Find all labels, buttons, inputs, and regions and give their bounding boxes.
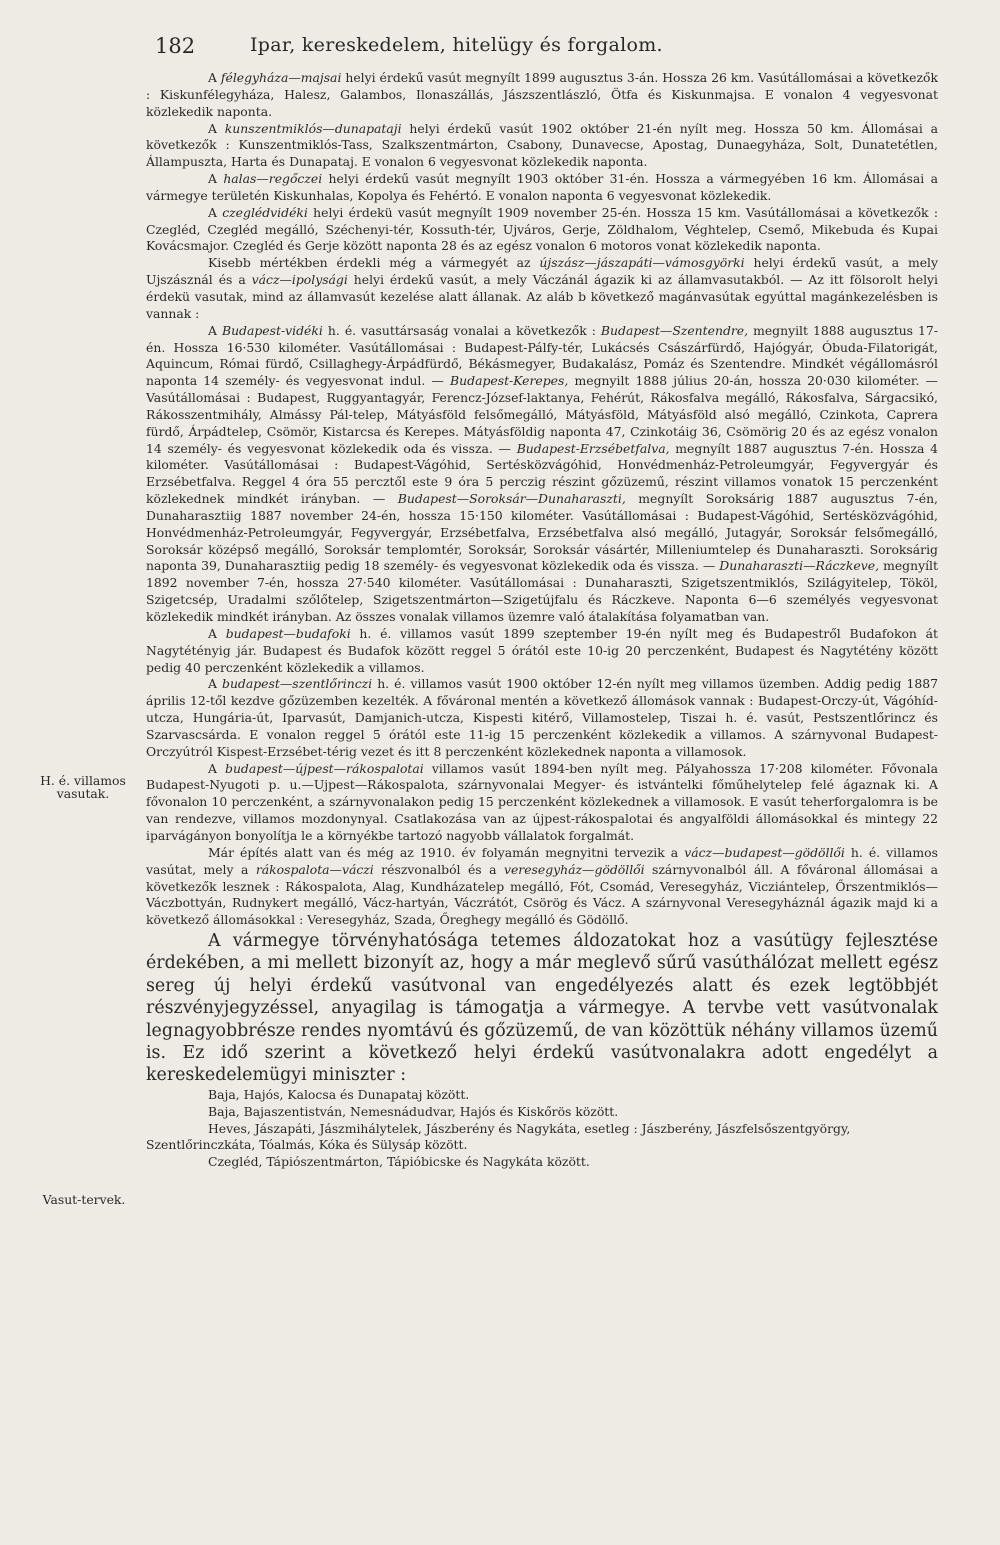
paragraph-ujpest: A budapest—újpest—rákospalotai villamos vasút 1894-ben nyílt meg. Pályahossza 17·208 kilométer. Fővonala Budapest-Nyugoti p. u.—Ujpest—Rákospalota, szárnyvonalai Megyer- és istvántelki főműhelytelep felé ágaznak ki. A fővonalon 10 perczenként, a szárnyvonalakon pedig 15 perczenként közlekednek a villamosok. E vasút teherforgalomra is be van rendezve, villamos mozdonynyal. Csatlakozása van az újpest-rákospalotai és angyalföldi állomásokkal és mintegy 22 iparvágányon bonyolítja le a környékbe tartozó nagyobb vállalatok forgalmát. [146, 760, 938, 843]
list-item: Czegléd, Tápiószentmárton, Tápióbicske és Nagykáta között. [208, 1154, 590, 1170]
body-text [146, 70, 938, 1171]
paragraph-budapest-videki: A Budapest-vidéki h. é. vasuttársaság vonalai a következők : Budapest—Szentendre, megnyilt 1888 augusztus 17-én. Hossza 16·530 kilométer. Vasútállomásai : Budapest-Pálfy-tér, Lukácsés Császárfürdő, Hajógyár, Óbuda-Filatorigát, Aquincum, Római fürdő, Csillaghegy-Árpádfürdő, Békásmegyer, Budakalász, Pomáz és Szentendre. Mindkét végállomásról naponta 14 személy- és vegyesvonat indul. — Budapest-Kerepes, megnyilt 1888 július 20-án, hossza 20·030 kilométer. — Vasútállomásai : Budapest, Ruggyantagyár, Ferencz-József-laktanya, Fehérút, Rákosfalva megálló, Rákosfalva, Sárgacsikó, Rákosszentmihály, Almássy Pál-telep, Mátyásföld felsőmegálló, Mátyásföld, Mátyásföld alsó megálló, Czinkota, Caprera fürdő, Árpádtelep, Csömör, Kistarcsa és Kerepes. Mátyásföldig naponta 47, Czinkotáig 36, Csömörig 20 és az egész vonalon 14 személy- és vegyesvonat közlekedik oda és vissza. — Budapest-Erzsébetfalva, megnyílt 1887 augusztus 7-én. Hossza 4 kilométer. Vasútállomásai : Budapest-Vágóhid, Sertésközvágóhid, Honvédmenház-Petroleumgyár, Fegyvergyár és Erzsébetfalva. Reggel 4 óra 55 percztől este 9 óra 5 perczig részint gőzüzemű, részint villamos vonatok 15 perczenként közlekednek mindkét irányban. — Budapest—Soroksár—Dunaharaszti, megnyílt Soroksárig 1887 augusztus 7-én, Dunaharasztiig 1887 november 24-én, hossza 15·150 kilométer. Vasútállomásai : Budapest-Vágóhid, Sertésközvágóhid, Honvédmenház-Petroleumgyár, Fegyvergyár, Erzsébetfalva, Erzsébetfalva alsó megálló, Jutagyár, Soroksár felsőmegálló, Soroksár középső megálló, Soroksár templomtér, Soroksár, Soroksár vásártér, Milleniumtelep és Dunaharaszti. Soroksárig naponta 39, Dunaharasztiig pedig 18 személy- és vegyesvonat közlekedik oda és vissza. — Dunaharaszti—Ráczkeve, megnyílt 1892 november 7-én, hossza 27·540 kilométer. Vasútállomásai : Dunaharaszti, Szigetszentmiklós, Szilágyitelep, Tököl, Szigetcsép, Uradalmi szőlőtelep, Szigetszentmárton—Szigetújfalu és Ráczkeve. Naponta 6—6 személyés vegyesvonat közlekedik mindkét irányban. Az összes vonalak villamos üzemre való átalakítása folyamatban van. [146, 322, 939, 624]
list-item: Heves, Jászapáti, Jászmihálytelek, Jászberény és Nagykáta, esetleg : Jászberény, Jászfelsőszentgyörgy, Szentlőrinczkáta, Tóalmás, Kóka és Sülysáp között. [146, 1120, 851, 1153]
paragraph-kisebb: Kisebb mértékben érdekli még a vármegyét az újszász—jászapáti—vámosgyörki helyi érdekű vasút, a mely Ujszásznál és a vácz—ipolysági helyi érdekű vasút, a mely Váczánál ágazik ki az államvasutakból. — Az itt fölsorolt helyi érdekü vasutak, mind az államvasút kezelése alatt állanak. Az aláb b következő magánvasútak egyúttal magánkezelésben is vannak : [146, 255, 938, 321]
paragraph-kunszentmiklos: A kunszentmiklós—dunapataji helyi érdekű vasút 1902 október 21-én nyílt meg. Hossza 50 km. Állomásai a következők : Kunszentmiklós-Tass, Szalkszentmárton, Csabony, Dunavecse, Apostag, Dunaegyháza, Solt, Dunatetétlen, Állampuszta, Harta és Dunapataj. E vonalon 6 vegyesvonat közlekedik naponta. [146, 120, 938, 170]
paragraph-halas: A halas—regőczei helyi érdekű vasút megnyílt 1903 október 31-én. Hossza a vármegyében 16 km. Állomásai a vármegye területén Kiskunhalas, Kopolya és Fehértó. E vonalon naponta 6 vegyesvonat közlekedik. [146, 171, 939, 203]
paragraph-vacz: Már építés alatt van és még az 1910. év folyamán megnyitni tervezik a vácz—budapest—gödöllői h. é. villamos vasútat, mely a rákospalota—váczi részvonalból és a veresegyház—gödöllői szárnyvonalból áll. A főváronal állomásai a következők lesznek : Rákospalota, Alag, Kundházatelep megálló, Fót, Csomád, Veresegyház, Vicziántelep, Őrszentmiklós—Váczbottyán, Rudnykert megálló, Vácz-hartyán, Váczrátót, Csörög és Vácz. A szárnyvonal Veresegyháznál ágazik majd ki a következő állomásokkal : Veresegyház, Szada, Őreghegy megálló és Gödöllő. [146, 844, 938, 928]
paragraph-szentlorinc: A budapest—szentlőrinczi h. é. villamos vasút 1900 október 12-én nyílt meg villamos üzemben. Addig pedig 1887 április 12-től kezdve gőzüzemben kezelték. A főváronal mentén a következő állomások vannak : Budapest-Orczy-út, Vágóhíd-utcza, Hungária-út, Iparvasút, Damjanich-utcza, Kispesti kitérő, Villamostelep, Tiszai h. é. vasút, Pestszentlőrincz és Szarvascsárda. E vonalon reggel 5 órától este 11-ig 15 perczenként közlekedik a villamos. A szárnyvonal Budapest-Orczyútról Kispest-Erzsébet-térig vezet és itt 8 perczenként közlekednek naponta a villamosok. [146, 676, 938, 759]
margin-note-tervek: Vasut-tervek. [42, 1192, 126, 1207]
page-number: 182 [155, 34, 196, 58]
paragraph-budafok: A budapest—budafoki h. é. villamos vasút 1899 szeptember 19-én nyílt meg és Budapestről Budafokon át Nagytétényig jár. Budapest és Budafok között reggel 5 órától este 10-ig 20 perczenként, Budapest és Nagytétény között pedig 40 perczenként közlekedik a villamos. [146, 625, 938, 675]
list-item: Baja, Bajaszentistván, Nemesnádudvar, Hajós és Kiskőrös között. [208, 1103, 619, 1119]
margin-note-villamos: H. é. villamos vasutak. [40, 773, 126, 801]
running-header: Ipar, kereskedelem, hitelügy és forgalom. [250, 34, 663, 56]
paragraph-czegled: A czeglédvidéki helyi érdekü vasút megnyílt 1909 november 25-én. Hossza 15 km. Vasútállomásai a következők : Czegléd, Czegléd megálló, Széchenyi-tér, Kossuth-tér, Ujváros, Gerje, Zöldhalom, Véghtelep, Csemő, Mikebuda és Kupai Kovácsmajor. Czegléd és Gerje között naponta 28 és az egész vonalon 6 motoros vonat közlekedik naponta. [146, 204, 938, 254]
paragraph-felegyhaza: A félegyháza—majsai helyi érdekű vasút megnyílt 1899 augusztus 3-án. Hossza 26 km. Vasútállomásai a következők : Kiskunfélegyháza, Halesz, Galambos, Ilonaszállás, Jászszentlászló, Ötfa és Kiskunmajsa. E vonalon 4 vegyesvonat közlekedik naponta. [146, 70, 938, 119]
list-item: Baja, Hajós, Kalocsa és Dunapataj között. [208, 1086, 470, 1102]
paragraph-varmegye-tervek: A vármegye törvényhatósága tetemes áldozatokat hoz a vasútügy fejlesztése érdekében, a mi mellett bizonyít az, hogy a már meglevő sűrű vasúthálózat mellett egész sereg új helyi érdekű vasútvonal van engedélyezés alatt és ezek legtöbbjét részvényjegyzéssel, anyagilag is támogatja a vármegye. A tervbe vett vasútvonalak legnagyobbrésze rendes nyomtávú és gőzüzemű, de van közöttük néhány villamos üzemű is. Ez idő szerint a következő helyi érdekű vasútvonalakra adott engedélyt a kereskedelemügyi miniszter : [146, 931, 938, 1086]
